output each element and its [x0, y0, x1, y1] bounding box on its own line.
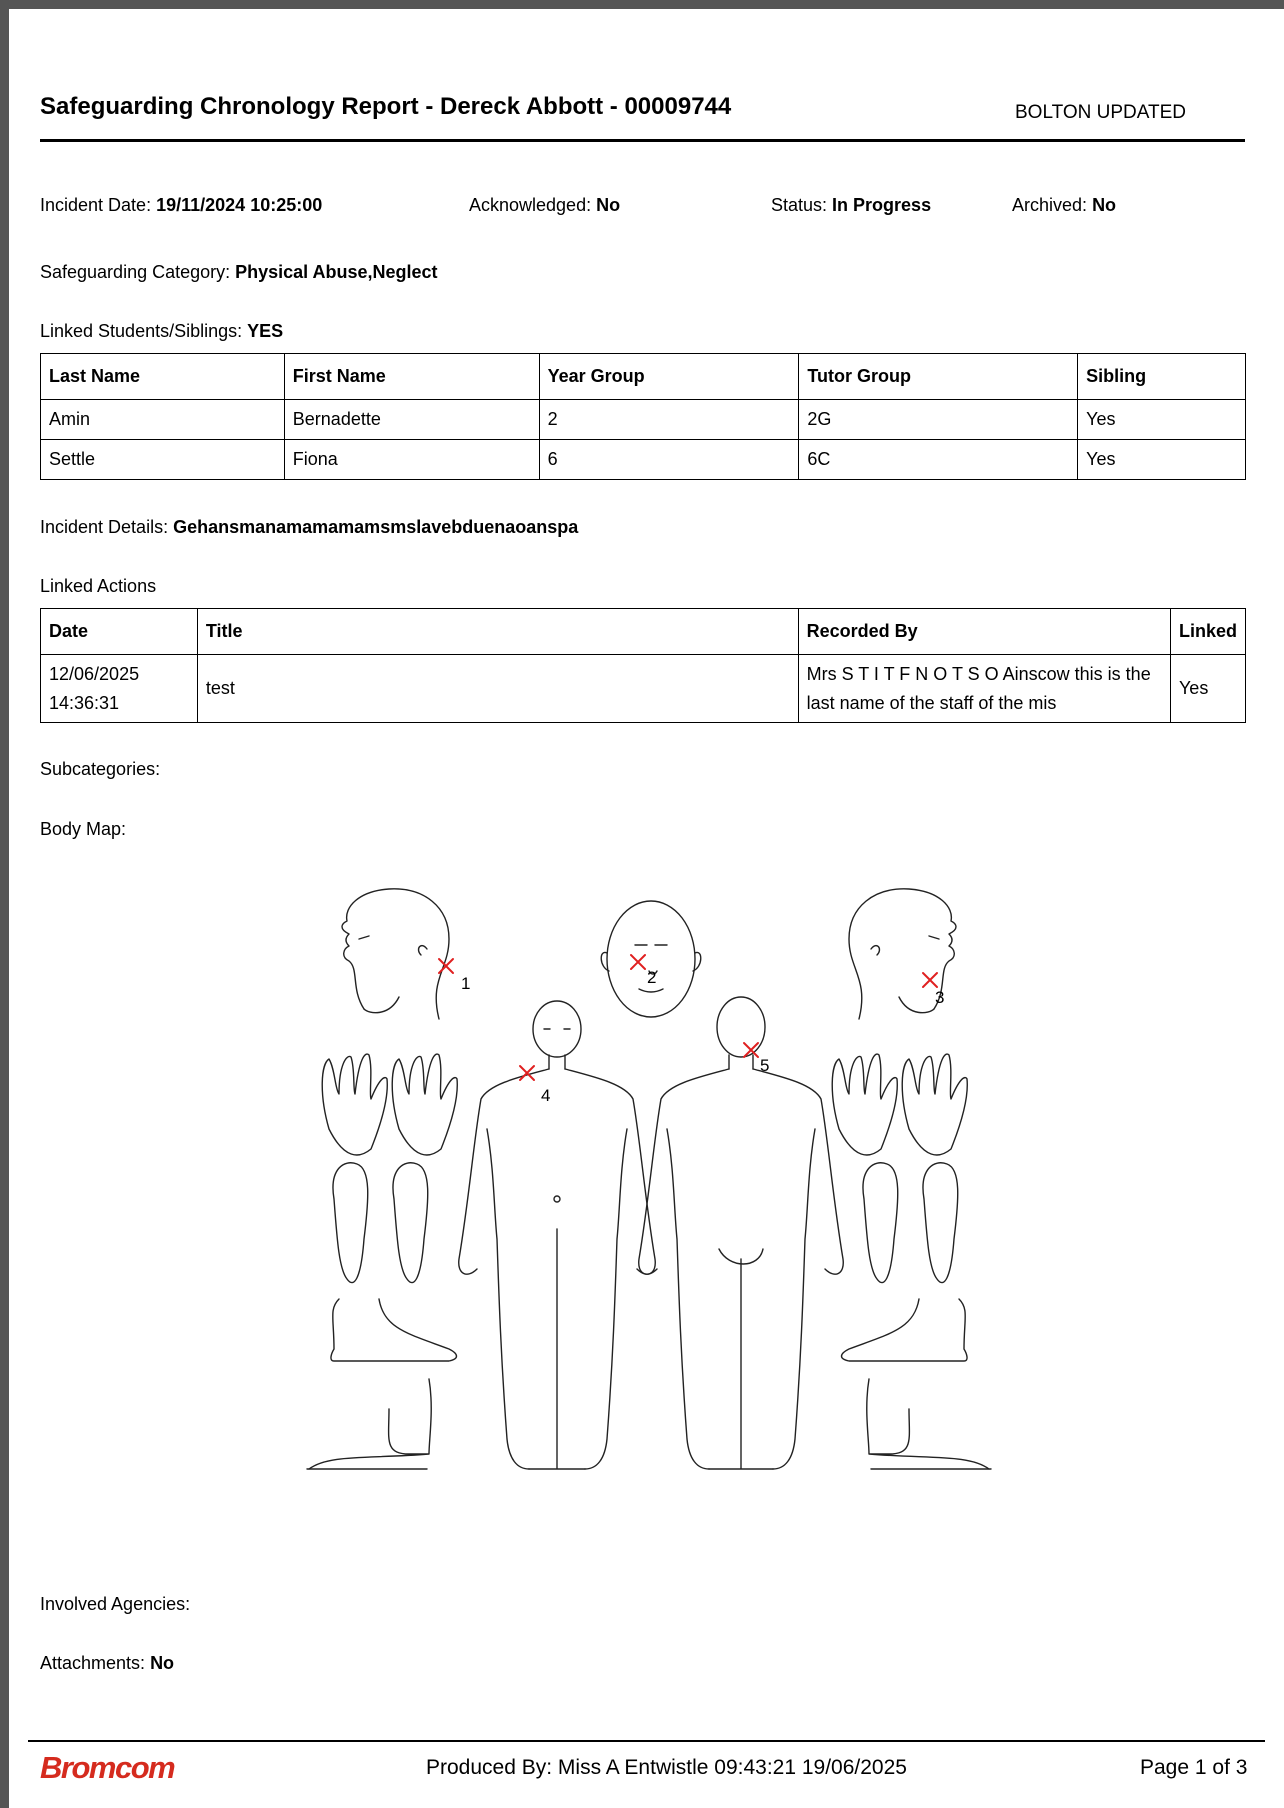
body-map-markers	[439, 955, 944, 1105]
body-back-figure	[639, 997, 844, 1469]
acknowledged-label: Acknowledged:	[469, 195, 592, 215]
status-field	[771, 195, 931, 216]
recorded-by-cell	[798, 655, 1170, 723]
feet-side-left-figure	[307, 1299, 457, 1469]
attachments-field	[40, 1653, 174, 1674]
action-title-cell: test	[197, 655, 798, 723]
incident-date-label: Incident Date:	[40, 195, 152, 215]
feet-soles-left-figure	[333, 1163, 428, 1283]
safeguarding-category-field	[40, 262, 438, 283]
incident-details-field	[40, 517, 578, 538]
table-header-row	[41, 354, 1246, 400]
body-front-figure	[459, 1001, 656, 1469]
first-name-cell: Fiona	[284, 440, 539, 480]
school-name: BOLTON UPDATED	[1015, 102, 1187, 123]
produced-by: Produced By: Miss A Entwistle 09:43:21 19/06/2025	[426, 1756, 907, 1779]
year-group-cell: 2	[539, 400, 799, 440]
svg-text:1: 1	[461, 974, 471, 993]
status-value: In Progress	[832, 195, 932, 215]
linked-students-table	[40, 353, 1246, 480]
archived-label: Archived:	[1012, 195, 1088, 215]
recorded-by-line: Mrs S T I T F N O T S O Ainscow this is the	[806, 663, 1151, 684]
bromcom-logo: Bromcom	[40, 1750, 175, 1785]
recorded-by-line: last name of the staff of the mis	[806, 692, 1057, 713]
table-row	[41, 400, 1246, 440]
column-header: Linked	[1170, 609, 1245, 655]
column-header: Recorded By	[798, 609, 1170, 655]
acknowledged-value: No	[596, 195, 621, 215]
report-page	[9, 9, 1284, 1808]
column-header: Tutor Group	[799, 354, 1078, 400]
svg-text:5: 5	[760, 1056, 770, 1075]
tutor-group-cell: 6C	[799, 440, 1078, 480]
archived-value: No	[1092, 195, 1117, 215]
linked-actions-heading: Linked Actions	[40, 576, 157, 596]
sibling-cell: Yes	[1078, 440, 1246, 480]
head-profile-left-figure	[342, 889, 449, 1019]
footer-divider	[28, 1740, 1265, 1742]
involved-agencies-field: Involved Agencies:	[40, 1594, 191, 1614]
feet-side-right-figure	[842, 1299, 992, 1469]
column-header: Sibling	[1078, 354, 1246, 400]
column-header: Title	[197, 609, 798, 655]
body-map-marker	[520, 1066, 550, 1105]
last-name-cell: Settle	[41, 440, 285, 480]
column-header: First Name	[284, 354, 539, 400]
action-date: 12/06/2025	[49, 663, 140, 684]
incident-details-value: Gehansmanamamamamsmslavebduenaoanspa	[173, 517, 579, 537]
svg-text:2: 2	[647, 968, 657, 987]
hands-left-figure	[322, 1054, 457, 1155]
subcategories-field: Subcategories:	[40, 759, 161, 779]
face-front-figure	[601, 901, 701, 1017]
action-time: 14:36:31	[49, 692, 120, 713]
body-map-marker	[631, 955, 656, 987]
linked-actions-table	[40, 608, 1246, 723]
category-value: Physical Abuse,Neglect	[235, 262, 438, 282]
table-row	[41, 655, 1246, 723]
attachments-value: No	[150, 1653, 175, 1673]
body-map	[289, 879, 1009, 1499]
body-map-marker	[439, 959, 470, 993]
page-number: Page 1 of 3	[1140, 1756, 1248, 1779]
linked-cell: Yes	[1170, 655, 1245, 723]
sibling-cell: Yes	[1078, 400, 1246, 440]
action-date-cell	[41, 655, 198, 723]
last-name-cell: Amin	[41, 400, 285, 440]
tutor-group-cell: 2G	[799, 400, 1078, 440]
svg-text:4: 4	[541, 1086, 551, 1105]
attachments-label: Attachments:	[40, 1653, 146, 1673]
linked-students-field	[40, 321, 283, 342]
archived-field	[1012, 195, 1116, 216]
body-map-heading: Body Map:	[40, 819, 127, 839]
column-header: Last Name	[41, 354, 285, 400]
category-label: Safeguarding Category:	[40, 262, 231, 282]
table-header-row	[41, 609, 1246, 655]
year-group-cell: 6	[539, 440, 799, 480]
svg-text:3: 3	[935, 988, 945, 1007]
column-header: Date	[41, 609, 198, 655]
incident-date-field	[40, 195, 322, 216]
linked-students-label: Linked Students/Siblings:	[40, 321, 243, 341]
column-header: Year Group	[539, 354, 799, 400]
linked-students-value: YES	[247, 321, 284, 341]
status-label: Status:	[771, 195, 828, 215]
report-title: Safeguarding Chronology Report - Dereck Abbott - 00009744	[40, 93, 732, 120]
hands-right-figure	[832, 1054, 967, 1155]
incident-date-value: 19/11/2024 10:25:00	[156, 195, 323, 215]
body-map-marker	[923, 973, 944, 1007]
incident-details-label: Incident Details:	[40, 517, 169, 537]
acknowledged-field	[469, 195, 620, 216]
header-divider	[40, 139, 1245, 142]
table-row	[41, 440, 1246, 480]
feet-soles-right-figure	[863, 1163, 958, 1283]
first-name-cell: Bernadette	[284, 400, 539, 440]
